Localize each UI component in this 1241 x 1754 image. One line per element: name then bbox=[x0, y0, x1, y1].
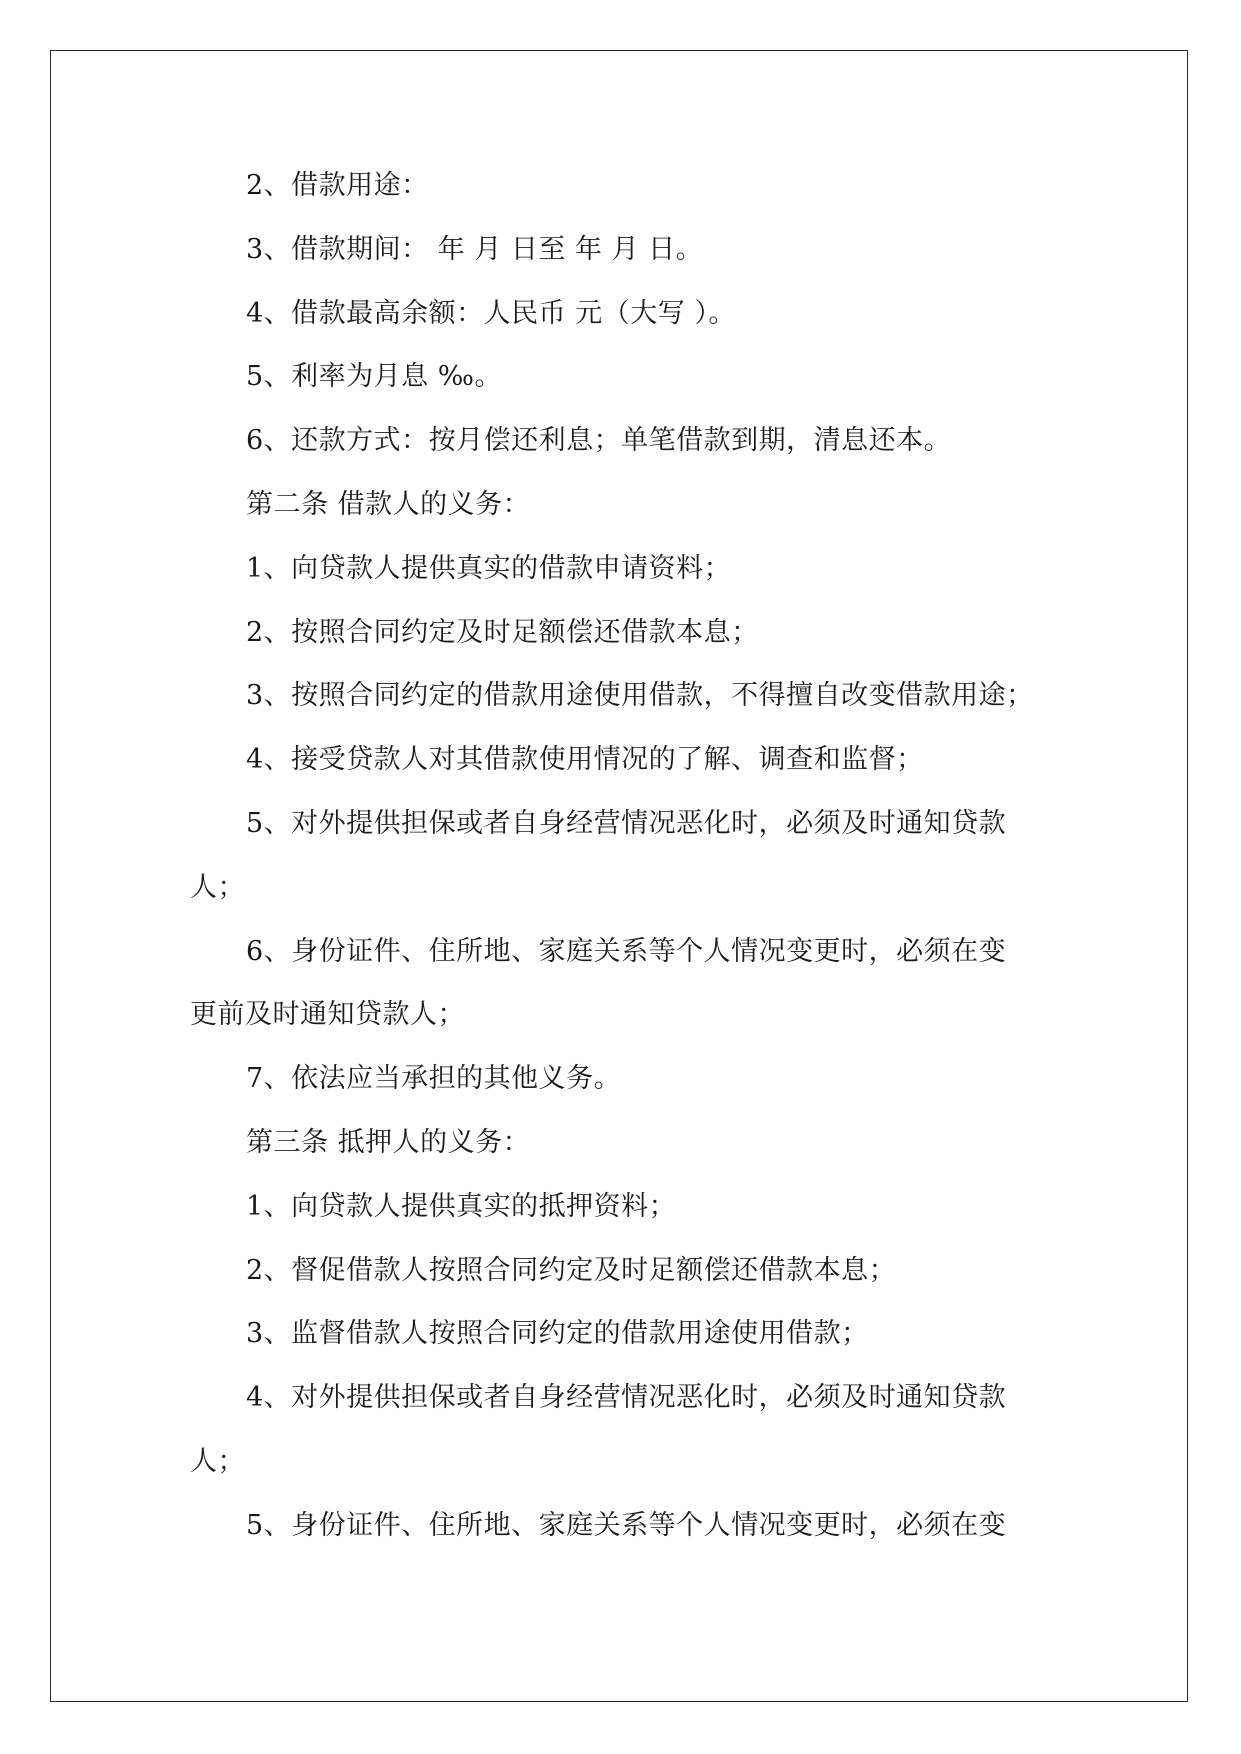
article-3-item-3: 3、监督借款人按照合同约定的借款用途使用借款； bbox=[246, 1318, 869, 1350]
article-3-item-1: 1、向贷款人提供真实的抵押资料； bbox=[246, 1190, 677, 1222]
article-2-item-7: 7、依法应当承担的其他义务。 bbox=[246, 1063, 622, 1095]
article-2-item-5: 5、对外提供担保或者自身经营情况恶化时，必须及时通知贷款 bbox=[246, 807, 1007, 839]
article-2-item-5-continued: 人； bbox=[190, 871, 245, 903]
clause-loan-period: 3、借款期间： 年 月 日至 年 月 日。 bbox=[246, 233, 704, 265]
article-2-item-6-continued: 更前及时通知贷款人； bbox=[190, 999, 465, 1031]
article-2-item-3: 3、按照合同约定的借款用途使用借款，不得擅自改变借款用途； bbox=[246, 680, 1034, 712]
clause-loan-purpose: 2、借款用途： bbox=[246, 170, 429, 201]
clause-repayment-method: 6、还款方式：按月偿还利息；单笔借款到期，清息还本。 bbox=[246, 425, 952, 457]
article-3-heading: 第三条 抵押人的义务： bbox=[246, 1126, 531, 1158]
article-3-item-4-continued: 人； bbox=[190, 1445, 245, 1477]
article-3-item-2: 2、督促借款人按照合同约定及时足额偿还借款本息； bbox=[246, 1254, 897, 1286]
article-2-heading: 第二条 借款人的义务： bbox=[246, 488, 531, 520]
article-2-item-1: 1、向贷款人提供真实的借款申请资料； bbox=[246, 552, 732, 584]
article-2-item-2: 2、按照合同约定及时足额偿还借款本息； bbox=[246, 616, 759, 648]
article-3-item-4: 4、对外提供担保或者自身经营情况恶化时，必须及时通知贷款 bbox=[246, 1382, 1007, 1414]
article-2-item-4: 4、接受贷款人对其借款使用情况的了解、调查和监督； bbox=[246, 744, 924, 776]
article-3-item-5: 5、身份证件、住所地、家庭关系等个人情况变更时，必须在变 bbox=[246, 1509, 1007, 1541]
document-body bbox=[190, 154, 1060, 1558]
article-2-item-6: 6、身份证件、住所地、家庭关系等个人情况变更时，必须在变 bbox=[246, 935, 1007, 967]
clause-interest-rate: 5、利率为月息 ‰。 bbox=[246, 361, 502, 393]
clause-max-balance: 4、借款最高余额：人民币 元（大写 ）。 bbox=[246, 297, 736, 329]
